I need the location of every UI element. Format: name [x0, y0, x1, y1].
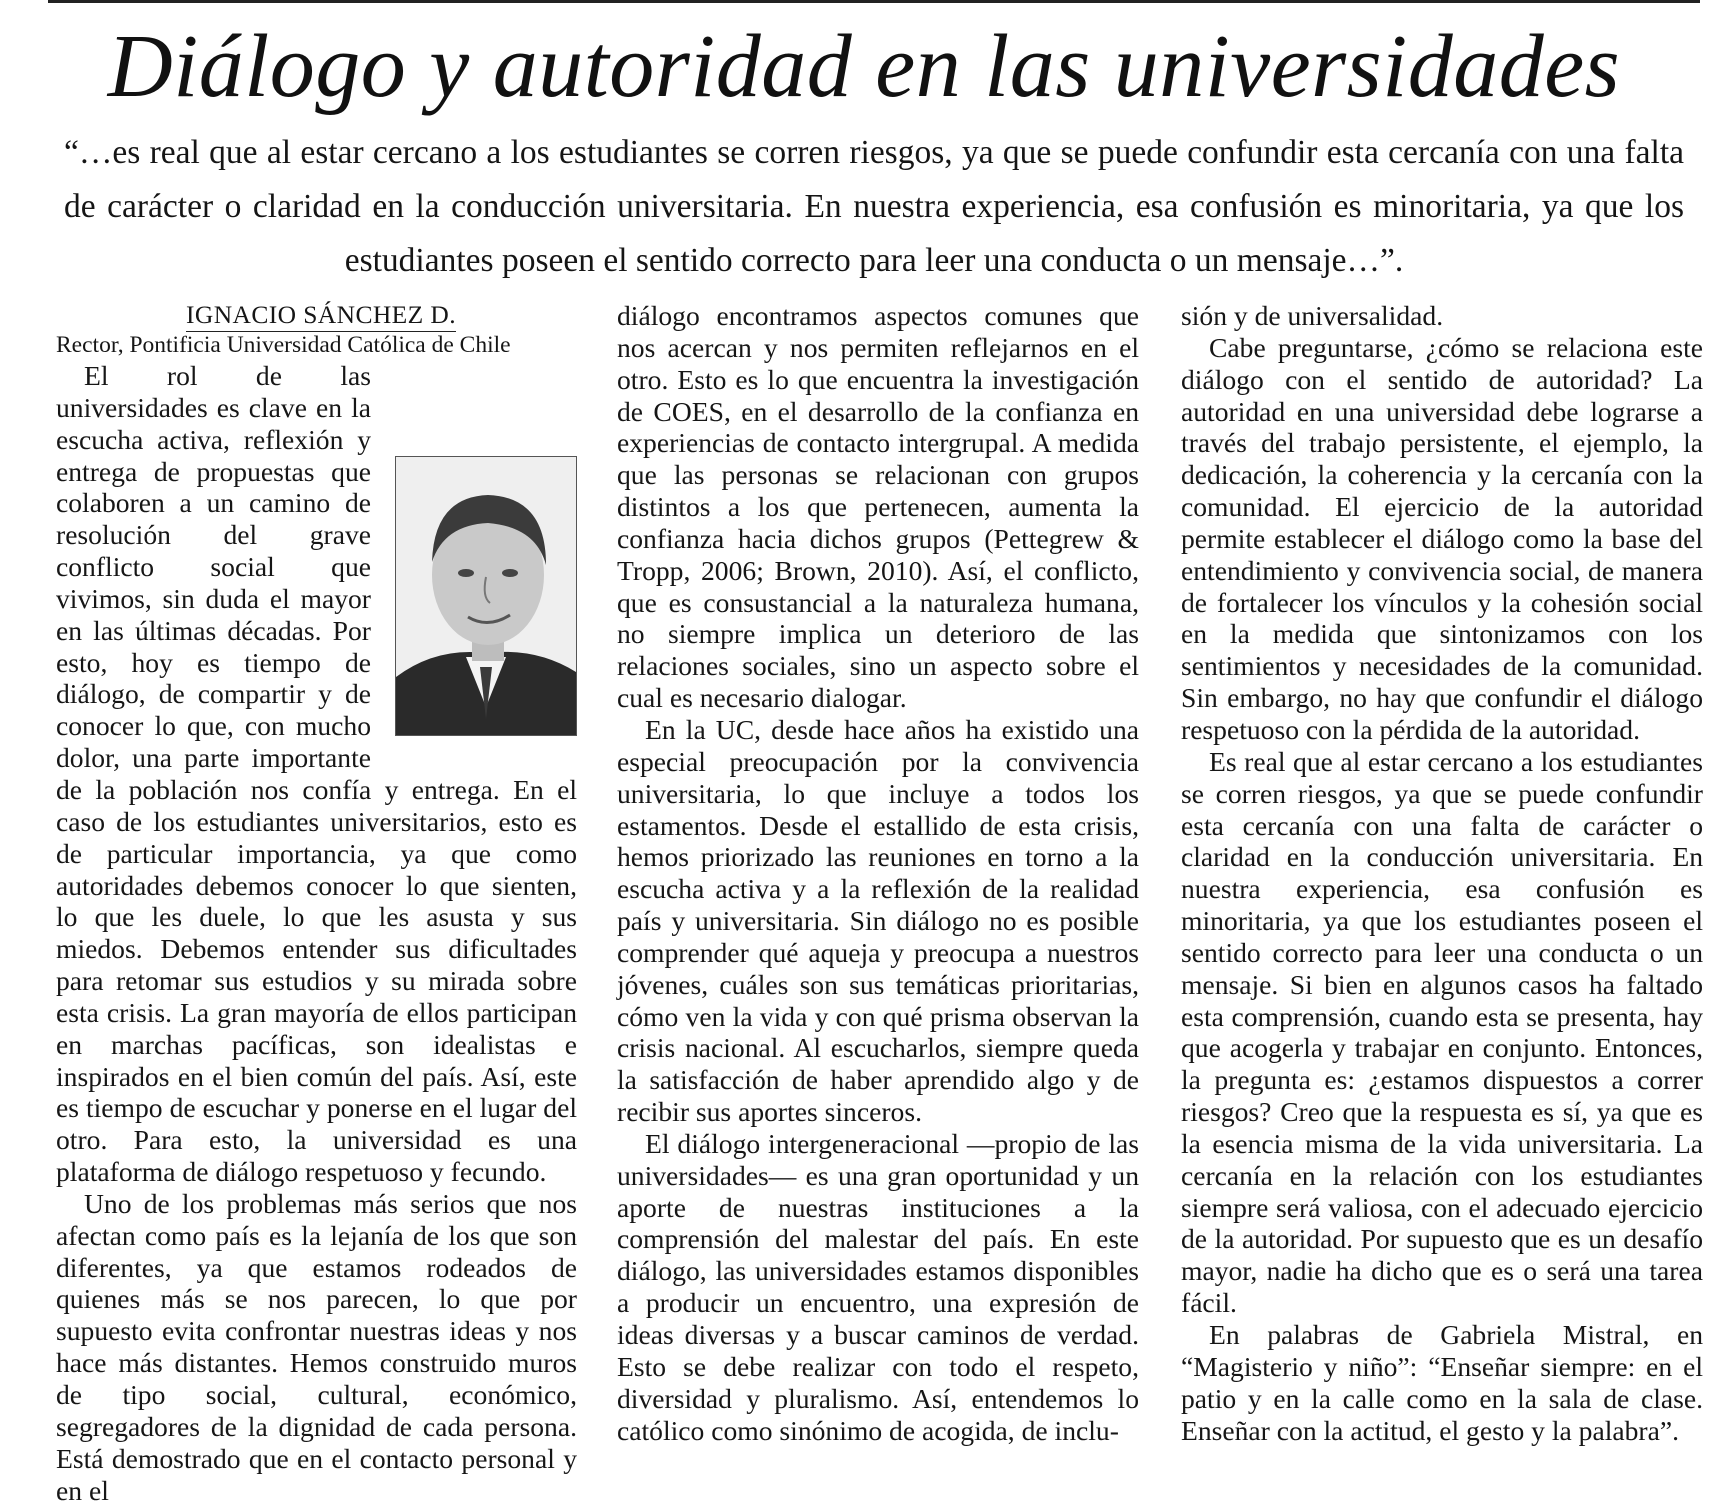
article-paragraph: Cabe preguntarse, ¿cómo se relaciona este diálogo con el sentido de autoridad? La autoridad en una universidad debe lograrse a través del trabajo persistente, el ejemplo, la dedicación, la coherencia y la cercanía con la comunidad. El ejercicio de la autoridad permite establecer el diálogo como la base del entendimiento y convivencia social, de manera de fortalecer los vínculos y la cohesión social en la medida que sintonizamos con los sentimientos y necesidades de la comunidad. Sin embargo, no hay que confundir el diálogo respetuoso con la pérdida de la autoridad. [1181, 331, 1703, 745]
author-photo [395, 456, 577, 736]
author-role: Rector, Pontificia Universidad Católica de Chile [56, 332, 511, 358]
article-paragraph: Es real que al estar cercano a los estudiantes se corren riesgos, ya que se puede confundir esta cercanía con una falta de carácter o claridad en la conducción universitaria. En nuestra experiencia, esa confusión es minoritaria, ya que los estudiantes poseen el sentido correcto para leer una conducta o un mensaje. Si bien en algunos casos ha faltado esta comprensión, cuando esta se presenta, hay que acogerla y trabajar en conjunto. Entonces, la pregunta es: ¿estamos dispuestos a correr riesgos? Creo que la respuesta es sí, ya que es la esencia misma de la vida universitaria. La cercanía en la relación con los estudiantes siempre será valiosa, con el adecuado ejercicio de la autoridad. Por supuesto que es un desafío mayor, nadie ha dicho que es o será una tarea fácil. [1181, 745, 1703, 1319]
top-rule [48, 0, 1700, 3]
pull-quote: “…es real que al estar cercano a los estudiantes se corren riesgos, ya que se puede confundir esta cercanía con una falta de carácter o claridad en la conducción universitaria. En nuestra experiencia, esa confusión es minoritaria, ya que los estudiantes poseen el sentido correcto para leer una conducta o un mensaje…”. [64, 134, 1684, 279]
article-paragraph: diálogo encontramos aspectos comunes que nos acercan y nos permiten reflejarnos en el otro. Esto es lo que encuentra la investigación de COES, en el desarrollo de la confianza en experiencias de contacto intergrupal. A medida que las personas se relacionan con grupos distintos a los que pertenecen, aumenta la confianza hacia dichos grupos (Pettegrew & Tropp, 2006; Brown, 2010). Así, el conflicto, que es consustancial a la naturaleza humana, no siempre implica un deterioro de las relaciones sociales, sino un aspecto sobre el cual es necesario dialogar. [617, 300, 1139, 714]
article-paragraph: En palabras de Gabriela Mistral, en “Magisterio y niño”: “Enseñar siempre: en el patio y en la calle como en la sala de clase. Enseñar con la actitud, el gesto y la palabra”. [1181, 1319, 1703, 1446]
article-paragraph: sión y de universalidad. [1181, 300, 1444, 331]
column-2 [617, 300, 1139, 1446]
portrait-illustration [396, 457, 576, 735]
paragraph-text: El rol de las universidades es clave en la escucha activa, reflexión y entrega de propuestas que colaboren a un camino de resolución del grave conflicto social que vivimos, sin duda el mayor en las últimas décadas. Por esto, hoy es tiempo de diálogo, de compartir y de conocer lo que, con mucho dolor, una parte importante de la población nos confía y entrega. En el caso de los estudiantes universitarios, esto es de particular importancia, ya que como autoridades debemos conocer lo que sienten, lo que les duele, lo que les asusta y sus miedos. Debemos entender sus dificultades para retomar sus estudios y su mirada sobre esta crisis. La gran mayoría de ellos participan en marchas pacíficas, son idealistas e inspirados en el bien común del país. Así, este es tiempo de escuchar y ponerse en el lugar del otro. Para esto, la universidad es una plataforma de diálogo respetuoso y fecundo. [56, 360, 577, 1188]
column-1 [56, 300, 577, 1506]
article-paragraph: En la UC, desde hace años ha existido una especial preocupación por la convivencia universitaria, lo que incluye a todos los estamentos. Desde el estallido de esta crisis, hemos priorizado las reuniones en torno a la escucha activa y a la reflexión de la realidad país y universitaria. Sin diálogo no es posible comprender qué aqueja y preocupa a nuestros jóvenes, cuáles son sus temáticas prioritarias, cómo ven la vida y con qué prisma observan la crisis nacional. Al escucharlos, siempre queda la satisfacción de haber aprendido algo y de recibir sus aportes sinceros. [617, 713, 1139, 1128]
article-paragraph: El diálogo intergeneracional —propio de las universidades— es una gran oportunidad y un aporte de nuestras instituciones a la comprensión del malestar del país. En este diálogo, las universidades estamos disponibles a producir un encuentro, una expresión de ideas diversas y a buscar caminos de verdad. Esto se debe realizar con todo el respeto, diversidad y pluralismo. Así, entendemos lo católico como sinónimo de acogida, de inclu- [617, 1127, 1139, 1446]
article-paragraph: Uno de los problemas más serios que nos afectan como país es la lejanía de los que son diferentes, ya que estamos rodeados de quienes más se nos parecen, lo que por supuesto evita confrontar nuestras ideas y nos hace más distantes. Hemos construido muros de tipo social, cultural, económico, segregadores de la dignidad de cada persona. Está demostrado que en el contacto personal y en el [56, 1187, 577, 1506]
column-3 [1181, 300, 1703, 1446]
article-paragraph [56, 360, 577, 1188]
author-name: IGNACIO SÁNCHEZ D. [186, 300, 456, 332]
author-byline [56, 300, 577, 330]
headline: Diálogo y autoridad en las universidades [107, 17, 1621, 116]
